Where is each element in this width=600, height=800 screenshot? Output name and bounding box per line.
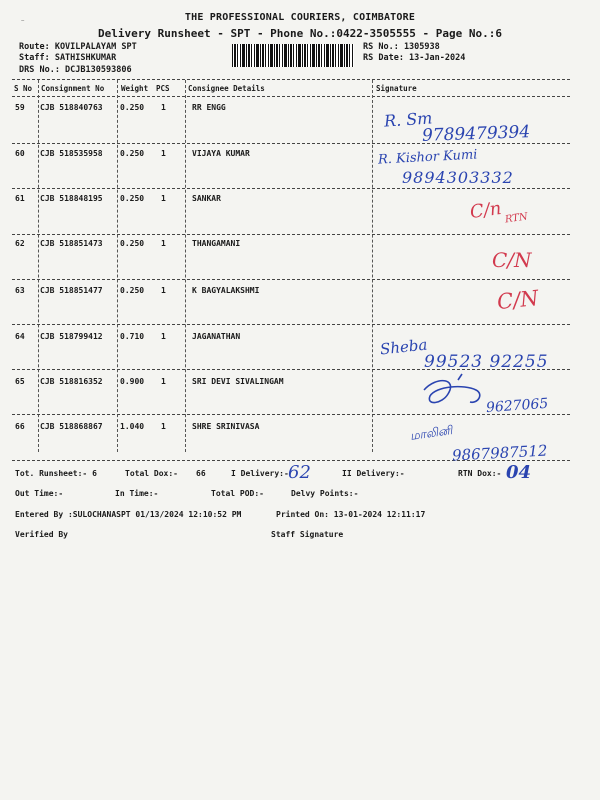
row-consignment: CJB 518851473 xyxy=(40,239,103,248)
scan-mark: ⁻ xyxy=(20,18,26,28)
row-pcs: 1 xyxy=(161,194,166,203)
row-sno: 62 xyxy=(15,239,25,248)
runsheet-subtitle: Delivery Runsheet - SPT - Phone No.:0422-3505555 - Page No.:6 xyxy=(98,27,502,40)
row-pcs: 1 xyxy=(161,332,166,341)
rs-number: RS No.: 1305938 xyxy=(363,42,440,52)
column-divider xyxy=(117,80,118,452)
i-delivery-label: I Delivery:- xyxy=(231,469,289,478)
handwritten-note: RTN xyxy=(504,211,529,226)
company-title: THE PROFESSIONAL COURIERS, COIMBATORE xyxy=(184,12,416,23)
row-consignee: SRI DEVI SIVALINGAM xyxy=(192,377,284,386)
drs-number: DRS No.: DCJB130593806 xyxy=(19,65,132,75)
table-row xyxy=(0,149,600,161)
row-consignee: JAGANATHAN xyxy=(192,332,241,341)
col-header-consignee: Consignee Details xyxy=(188,84,265,93)
row-weight: 0.900 xyxy=(120,377,145,386)
table-row xyxy=(0,332,600,344)
row-weight: 0.250 xyxy=(120,286,145,295)
handwritten-phone: 9789479394 xyxy=(421,122,531,146)
row-divider xyxy=(12,324,570,325)
table-top-rule xyxy=(12,79,570,80)
row-pcs: 1 xyxy=(161,239,166,248)
handwritten-phone: 9627065 xyxy=(485,395,549,417)
handwritten-note: C/n xyxy=(468,197,503,224)
row-divider xyxy=(12,188,570,189)
table-row xyxy=(0,103,600,115)
rtn-dox-value: 04 xyxy=(506,462,532,483)
row-consignment: CJB 518848195 xyxy=(40,194,103,203)
barcode xyxy=(232,44,354,67)
row-sno: 64 xyxy=(15,332,25,341)
printed-on: Printed On: 13-01-2024 12:11:17 xyxy=(276,510,426,519)
handwritten-signature: Sheba xyxy=(379,335,429,359)
col-header-sno: S No xyxy=(14,84,33,93)
handwritten-phone: 9867987512 xyxy=(451,441,548,465)
row-divider xyxy=(12,279,570,280)
row-consignee: THANGAMANI xyxy=(192,239,241,248)
rs-date: RS Date: 13-Jan-2024 xyxy=(363,53,466,63)
row-sno: 65 xyxy=(15,377,25,386)
row-consignment: CJB 518799412 xyxy=(40,332,103,341)
column-divider xyxy=(372,80,373,452)
row-consignment: CJB 518868867 xyxy=(40,422,103,431)
ii-delivery-label: II Delivery:- xyxy=(342,469,405,478)
total-dox-value: 66 xyxy=(196,469,206,478)
row-consignment: CJB 518535958 xyxy=(40,149,103,158)
row-divider xyxy=(12,234,570,235)
total-pod: Total POD:- xyxy=(211,489,264,498)
row-sno: 59 xyxy=(15,103,25,112)
column-divider xyxy=(185,80,186,452)
col-header-pcs: PCS xyxy=(156,84,170,93)
row-weight: 0.250 xyxy=(120,194,145,203)
in-time: In Time:- xyxy=(115,489,159,498)
col-header-consignment: Consignment No xyxy=(41,84,105,93)
row-consignee: SHRE SRINIVASA xyxy=(192,422,260,431)
entered-by: Entered By :SULOCHANASPT 01/13/2024 12:10:52 PM xyxy=(15,510,242,519)
col-header-signature: Signature xyxy=(376,84,417,93)
handwritten-signature: R. Sm xyxy=(383,108,433,131)
handwritten-phone: 99523 92255 xyxy=(424,352,549,372)
delvy-points: Delvy Points:- xyxy=(291,489,359,498)
row-sno: 61 xyxy=(15,194,25,203)
row-pcs: 1 xyxy=(161,103,166,112)
row-sno: 66 xyxy=(15,422,25,431)
row-consignee: SANKAR xyxy=(192,194,221,203)
row-consignee: VIJAYA KUMAR xyxy=(192,149,250,158)
table-row xyxy=(0,377,600,389)
row-consignment: CJB 518816352 xyxy=(40,377,103,386)
staff-signature: Staff Signature xyxy=(271,530,344,539)
tot-runsheet: Tot. Runsheet:- 6 xyxy=(15,469,97,478)
handwritten-note: C/N xyxy=(495,285,540,315)
route-text: Route: KOVILPALAYAM SPT xyxy=(19,42,137,52)
row-weight: 0.250 xyxy=(120,149,145,158)
rtn-dox-label: RTN Dox:- xyxy=(458,469,502,478)
row-weight: 0.250 xyxy=(120,239,145,248)
row-pcs: 1 xyxy=(161,149,166,158)
row-pcs: 1 xyxy=(161,286,166,295)
i-delivery-value: 62 xyxy=(288,462,311,483)
handwritten-note: C/N xyxy=(492,248,532,272)
verified-by: Verified By xyxy=(15,530,68,539)
row-sno: 60 xyxy=(15,149,25,158)
row-weight: 0.710 xyxy=(120,332,145,341)
row-weight: 0.250 xyxy=(120,103,145,112)
col-header-weight: Weight xyxy=(121,84,149,93)
handwritten-signature: மாலினி xyxy=(409,423,454,443)
handwritten-signature: R. Kishor Kumi xyxy=(377,147,478,168)
row-consignment: CJB 518840763 xyxy=(40,103,103,112)
row-pcs: 1 xyxy=(161,422,166,431)
row-sno: 63 xyxy=(15,286,25,295)
column-divider xyxy=(38,80,39,452)
row-consignee: K BAGYALAKSHMI xyxy=(192,286,260,295)
row-consignment: CJB 518851477 xyxy=(40,286,103,295)
out-time: Out Time:- xyxy=(15,489,64,498)
table-header-rule xyxy=(12,96,570,97)
row-pcs: 1 xyxy=(161,377,166,386)
handwritten-phone: 9894303332 xyxy=(402,168,514,187)
total-dox-label: Total Dox:- xyxy=(125,469,178,478)
row-consignee: RR ENGG xyxy=(192,103,226,112)
table-row xyxy=(0,422,600,434)
row-weight: 1.040 xyxy=(120,422,145,431)
staff-text: Staff: SATHISHKUMAR xyxy=(19,53,117,63)
table-row xyxy=(0,194,600,206)
